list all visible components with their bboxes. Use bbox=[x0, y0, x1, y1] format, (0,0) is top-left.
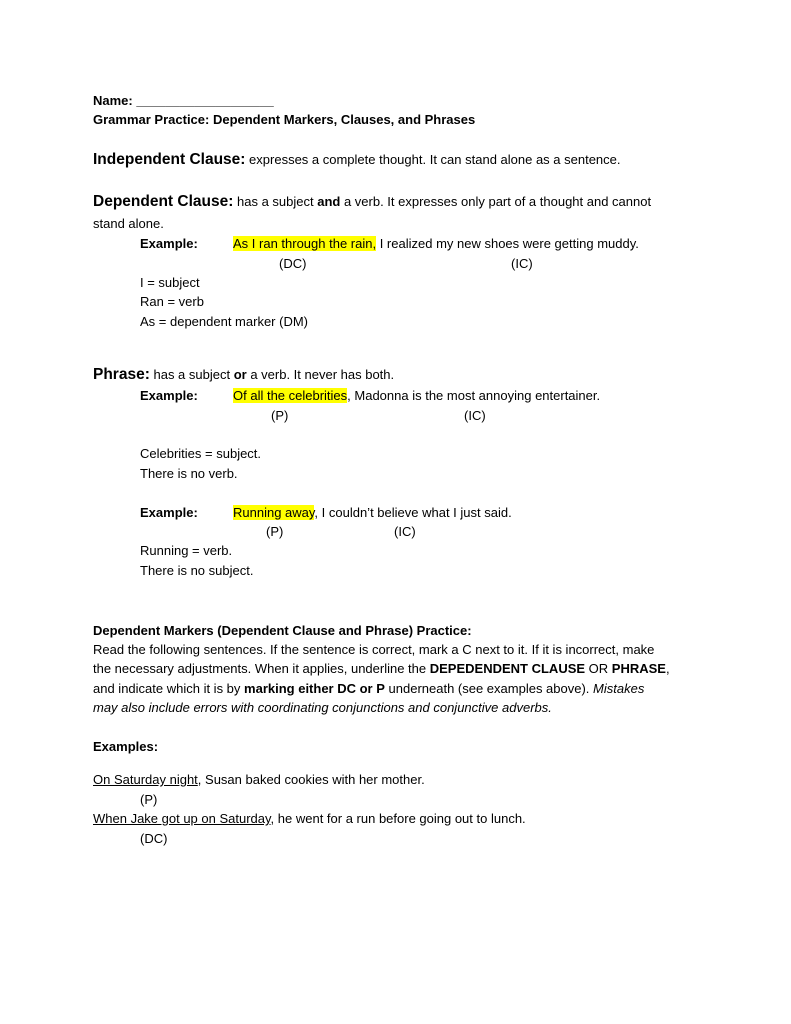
tag-p: (P) bbox=[266, 524, 284, 539]
note-item: Celebrities = subject. bbox=[140, 446, 262, 461]
example-tag: (P) bbox=[140, 792, 158, 807]
dependent-def-text2: a verb. It expresses only part of a thought and cannot bbox=[340, 194, 652, 209]
instruction-text: , bbox=[665, 661, 670, 676]
examples-heading: Examples: bbox=[93, 739, 159, 754]
tag-ic: (IC) bbox=[394, 524, 416, 539]
phrase-example-1 bbox=[140, 387, 600, 405]
practice-instructions-4: may also include errors with coordinating conjunctions and conjunctive adverbs. bbox=[93, 700, 552, 715]
example-sentence bbox=[93, 810, 526, 828]
note-item: Ran = verb bbox=[140, 294, 204, 309]
independent-clause-definition bbox=[93, 151, 621, 169]
note-item: As = dependent marker (DM) bbox=[140, 314, 308, 329]
note-item: There is no verb. bbox=[140, 466, 238, 481]
example-rest: I realized my new shoes were getting muddy. bbox=[376, 236, 639, 251]
practice-heading: Dependent Markers (Dependent Clause and Phrase) Practice: bbox=[93, 623, 472, 638]
tag-ic: (IC) bbox=[464, 408, 486, 423]
phrase-def-bold: or bbox=[233, 367, 247, 382]
sentence-rest: , he went for a run before going out to lunch. bbox=[270, 811, 526, 826]
example-tag: (DC) bbox=[140, 831, 168, 846]
tag-dc: (DC) bbox=[279, 256, 307, 271]
example-label: Example: bbox=[140, 505, 198, 520]
practice-instructions-1: Read the following sentences. If the sentence is correct, mark a C next to it. If it is incorrect, make bbox=[93, 642, 655, 657]
instruction-bold: marking either DC or P bbox=[244, 681, 385, 696]
example-sentence bbox=[93, 771, 425, 789]
underlined-clause: When Jake got up on Saturday bbox=[93, 811, 271, 826]
note-item: Running = verb. bbox=[140, 543, 233, 558]
underlined-phrase: On Saturday night bbox=[93, 772, 198, 787]
dependent-def-bold: and bbox=[317, 194, 341, 209]
example-rest: , Madonna is the most annoying entertainer. bbox=[347, 388, 601, 403]
phrase-example-2 bbox=[140, 504, 512, 522]
instruction-italic: Mistakes bbox=[593, 681, 645, 696]
practice-instructions-3 bbox=[93, 680, 644, 698]
practice-instructions-2 bbox=[93, 660, 670, 678]
tag-ic: (IC) bbox=[511, 256, 533, 271]
instruction-text: the necessary adjustments. When it applies, underline the bbox=[93, 661, 430, 676]
instruction-bold: DEPEDENDENT CLAUSE bbox=[429, 661, 586, 676]
dependent-def-line2: stand alone. bbox=[93, 216, 164, 231]
sentence-rest: , Susan baked cookies with her mother. bbox=[197, 772, 425, 787]
example-label: Example: bbox=[140, 236, 198, 251]
instruction-text: underneath (see examples above). bbox=[384, 681, 594, 696]
note-item: There is no subject. bbox=[140, 563, 254, 578]
phrase-def-text: has a subject bbox=[149, 367, 234, 382]
instruction-text: and indicate which it is by bbox=[93, 681, 245, 696]
phrase-def-text2: a verb. It never has both. bbox=[246, 367, 395, 382]
independent-clause-term: Independent Clause: bbox=[93, 151, 246, 168]
example-label: Example: bbox=[140, 388, 198, 403]
note-item: I = subject bbox=[140, 275, 200, 290]
dependent-clause-definition bbox=[93, 193, 651, 211]
example-rest: , I couldn’t believe what I just said. bbox=[314, 505, 512, 520]
example-highlight: Of all the celebrities bbox=[233, 388, 348, 403]
instruction-text: OR bbox=[585, 661, 612, 676]
dependent-clause-term: Dependent Clause: bbox=[93, 193, 234, 210]
example-highlight: Running away bbox=[233, 505, 315, 520]
phrase-definition bbox=[93, 366, 394, 384]
instruction-bold: PHRASE bbox=[611, 661, 666, 676]
name-line: Name: ___________________ bbox=[93, 93, 274, 108]
dependent-def-text: has a subject bbox=[233, 194, 318, 209]
tag-p: (P) bbox=[271, 408, 289, 423]
phrase-term: Phrase: bbox=[93, 366, 150, 383]
example-highlight: As I ran through the rain, bbox=[233, 236, 377, 251]
dependent-example bbox=[140, 235, 639, 253]
worksheet-title: Grammar Practice: Dependent Markers, Clauses, and Phrases bbox=[93, 112, 476, 127]
independent-clause-text: expresses a complete thought. It can stand alone as a sentence. bbox=[245, 152, 621, 167]
